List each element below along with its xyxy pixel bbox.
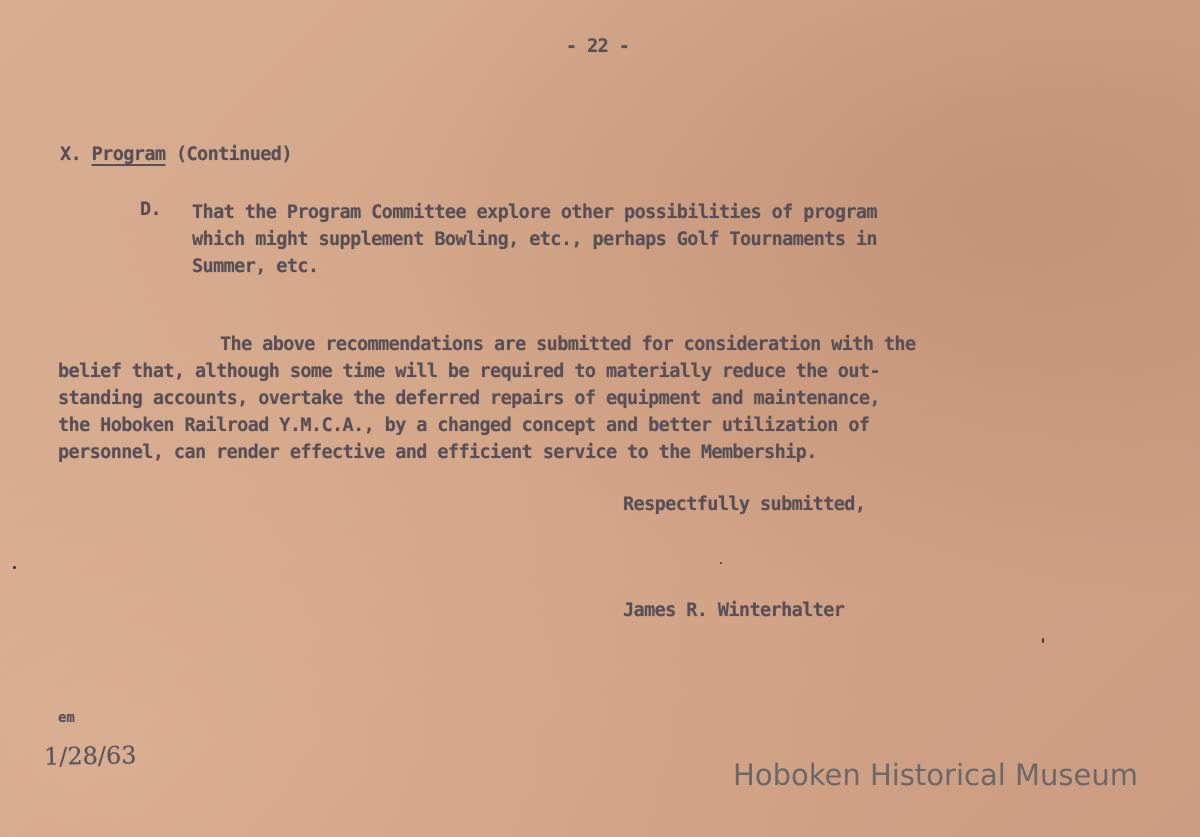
section-title: Program — [91, 144, 166, 165]
item-line: Summer, etc. — [192, 256, 319, 277]
handwritten-date: 1/28/63 — [43, 741, 137, 771]
item-line: which might supplement Bowling, etc., perhaps Golf Tournaments in — [192, 229, 877, 250]
paragraph-line: personnel, can render effective and efficient service to the Membership. — [58, 442, 817, 463]
paper-speck — [1042, 638, 1044, 643]
paragraph-line: standing accounts, overtake the deferred repairs of equipment and maintenance, — [58, 388, 880, 409]
section-suffix: (Continued) — [175, 144, 292, 165]
paper-speck — [720, 562, 722, 564]
page-number: - 22 - — [566, 36, 630, 57]
paragraph-line: the Hoboken Railroad Y.M.C.A., by a changed concept and better utilization of — [58, 415, 870, 436]
item-text — [192, 199, 1092, 280]
paragraph-line: The above recommendations are submitted for consideration with the — [220, 334, 916, 355]
item-letter: D. — [140, 199, 162, 220]
typist-initials: em — [58, 710, 75, 726]
signature-name: James R. Winterhalter — [623, 600, 845, 621]
section-heading — [60, 144, 292, 165]
closing-line: Respectfully submitted, — [623, 494, 866, 515]
paper-speck — [13, 566, 16, 569]
item-line: That the Program Committee explore other possibilities of program — [192, 202, 877, 223]
body-paragraph — [58, 331, 1138, 466]
museum-watermark: Hoboken Historical Museum — [733, 758, 1138, 792]
section-numeral: X. — [60, 144, 82, 165]
paragraph-line: belief that, although some time will be required to materially reduce the out- — [58, 361, 880, 382]
